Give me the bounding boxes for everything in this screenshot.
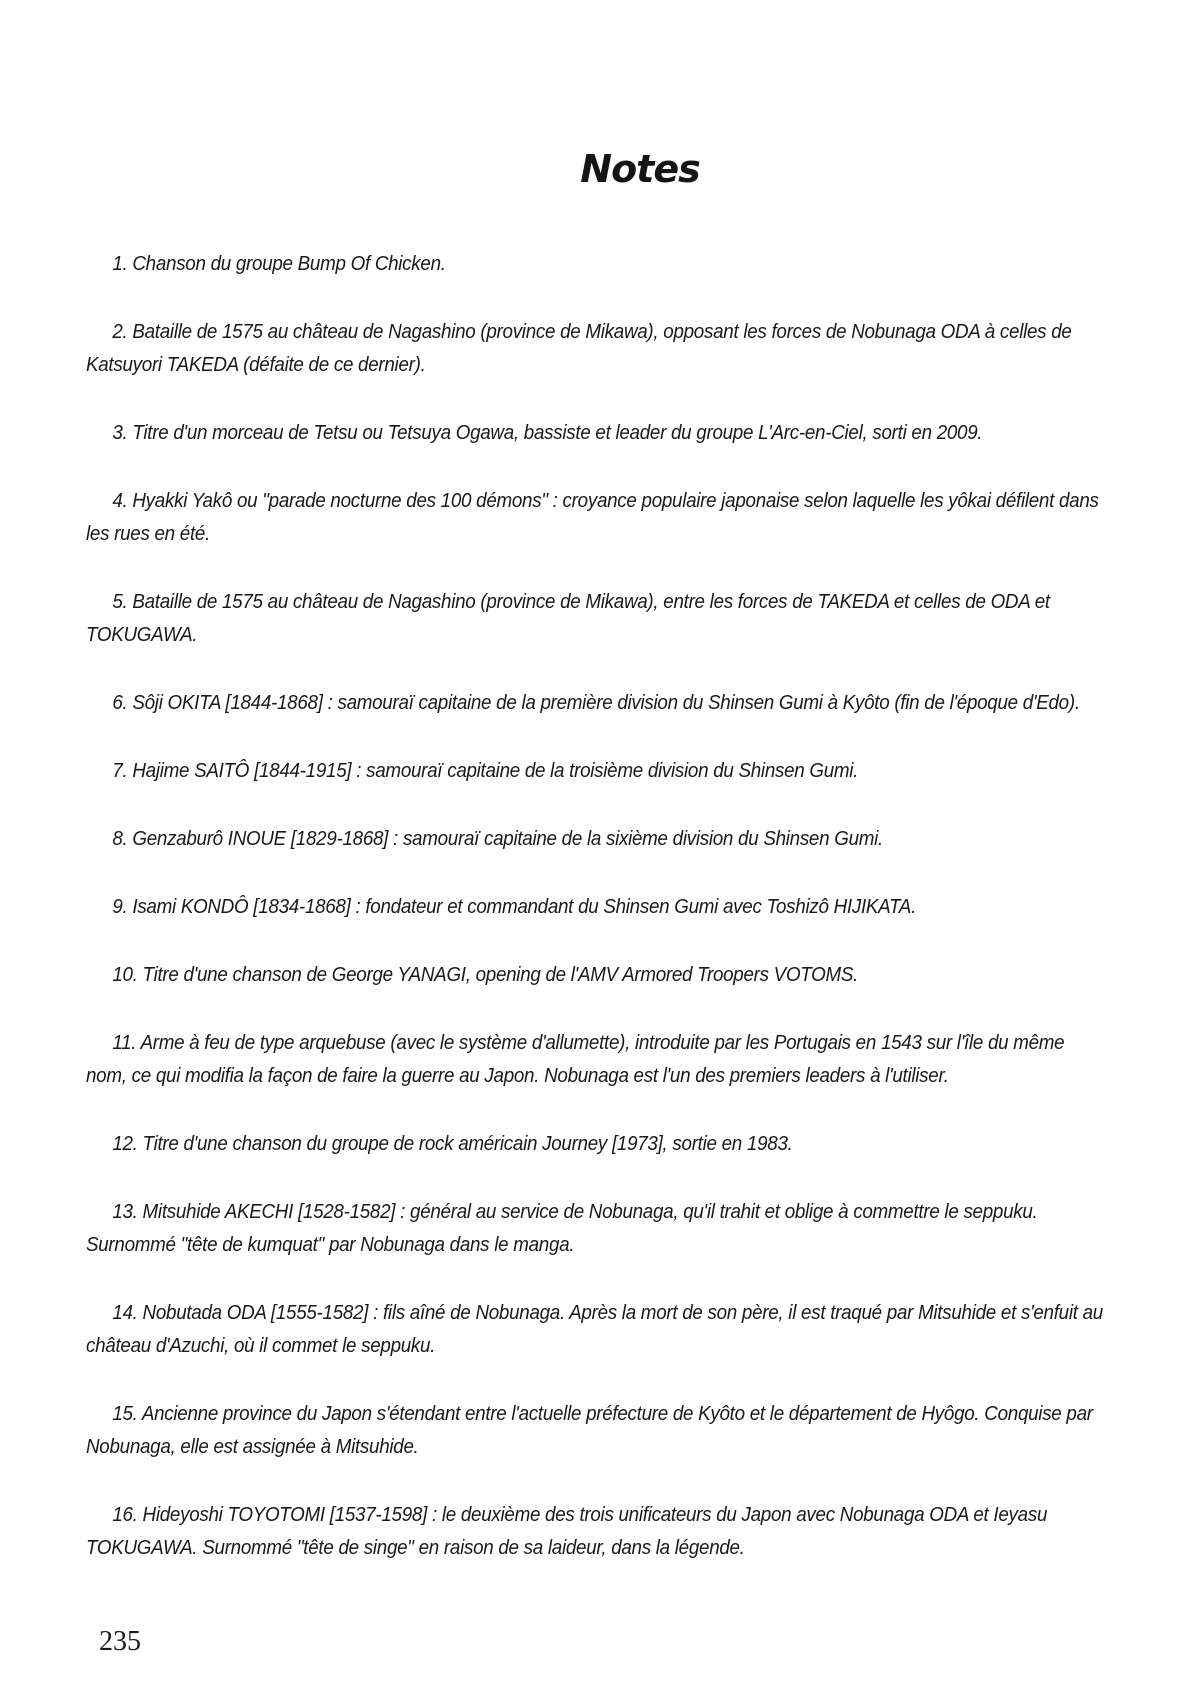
note-15: 15. Ancienne province du Japon s'étendant entre l'actuelle préfecture de Kyôto et le département de Hyôgo. Conquise par Nobunaga, elle est assignée à Mitsuhide.: [86, 1403, 1093, 1458]
note-3: 3. Titre d'un morceau de Tetsu ou Tetsuya Ogawa, bassiste et leader du groupe L'Arc-en-Ciel, sorti en 2009.: [112, 422, 983, 444]
note-2: 2. Bataille de 1575 au château de Nagashino (province de Mikawa), opposant les forces de Nobunaga ODA à celles de Katsuyori TAKEDA (défaite de ce dernier).: [86, 321, 1072, 376]
note-4: 4. Hyakki Yakô ou "parade nocturne des 100 démons" : croyance populaire japonaise selon laquelle les yôkai défilent dans les rues en été.: [86, 490, 1099, 545]
note-11: 11. Arme à feu de type arquebuse (avec le système d'allumette), introduite par les Portugais en 1543 sur l'île du même nom, ce qui modifia la façon de faire la guerre au Japon. Nobunaga est l'un des premiers leaders à l'utiliser.: [86, 1032, 1065, 1087]
note-5: 5. Bataille de 1575 au château de Nagashino (province de Mikawa), entre les forces de TAKEDA et celles de ODA et TOKUGAWA.: [86, 591, 1050, 646]
note-8: 8. Genzaburô INOUE [1829-1868] : samouraï capitaine de la sixième division du Shinsen Gumi.: [112, 828, 883, 850]
page-title: Notes: [580, 147, 700, 192]
note-6: 6. Sôji OKITA [1844-1868] : samouraï capitaine de la première division du Shinsen Gumi à Kyôto (fin de l'époque d'Edo).: [112, 692, 1080, 714]
note-1: 1. Chanson du groupe Bump Of Chicken.: [112, 253, 446, 275]
note-7: 7. Hajime SAITÔ [1844-1915] : samouraï capitaine de la troisième division du Shinsen Gumi.: [112, 760, 859, 782]
note-9: 9. Isami KONDÔ [1834-1868] : fondateur et commandant du Shinsen Gumi avec Toshizô HIJIKATA.: [112, 896, 917, 918]
note-16: 16. Hideyoshi TOYOTOMI [1537-1598] : le deuxième des trois unificateurs du Japon avec Nobunaga ODA et Ieyasu TOKUGAWA. Surnommé "tête de singe" en raison de sa laideur, dans la légende.: [86, 1504, 1048, 1559]
note-10: 10. Titre d'une chanson de George YANAGI, opening de l'AMV Armored Troopers VOTOMS.: [112, 964, 859, 986]
note-14: 14. Nobutada ODA [1555-1582] : fils aîné de Nobunaga. Après la mort de son père, il est traqué par Mitsuhide et s'enfuit au château d'Azuchi, où il commet le seppuku.: [86, 1302, 1103, 1357]
page-number: 235: [99, 1626, 141, 1657]
note-12: 12. Titre d'une chanson du groupe de rock américain Journey [1973], sortie en 1983.: [112, 1133, 793, 1155]
notes-list: [86, 248, 1106, 1600]
note-13: 13. Mitsuhide AKECHI [1528-1582] : général au service de Nobunaga, qu'il trahit et oblige à commettre le seppuku. Surnommé "tête de kumquat" par Nobunaga dans le manga.: [86, 1201, 1038, 1256]
